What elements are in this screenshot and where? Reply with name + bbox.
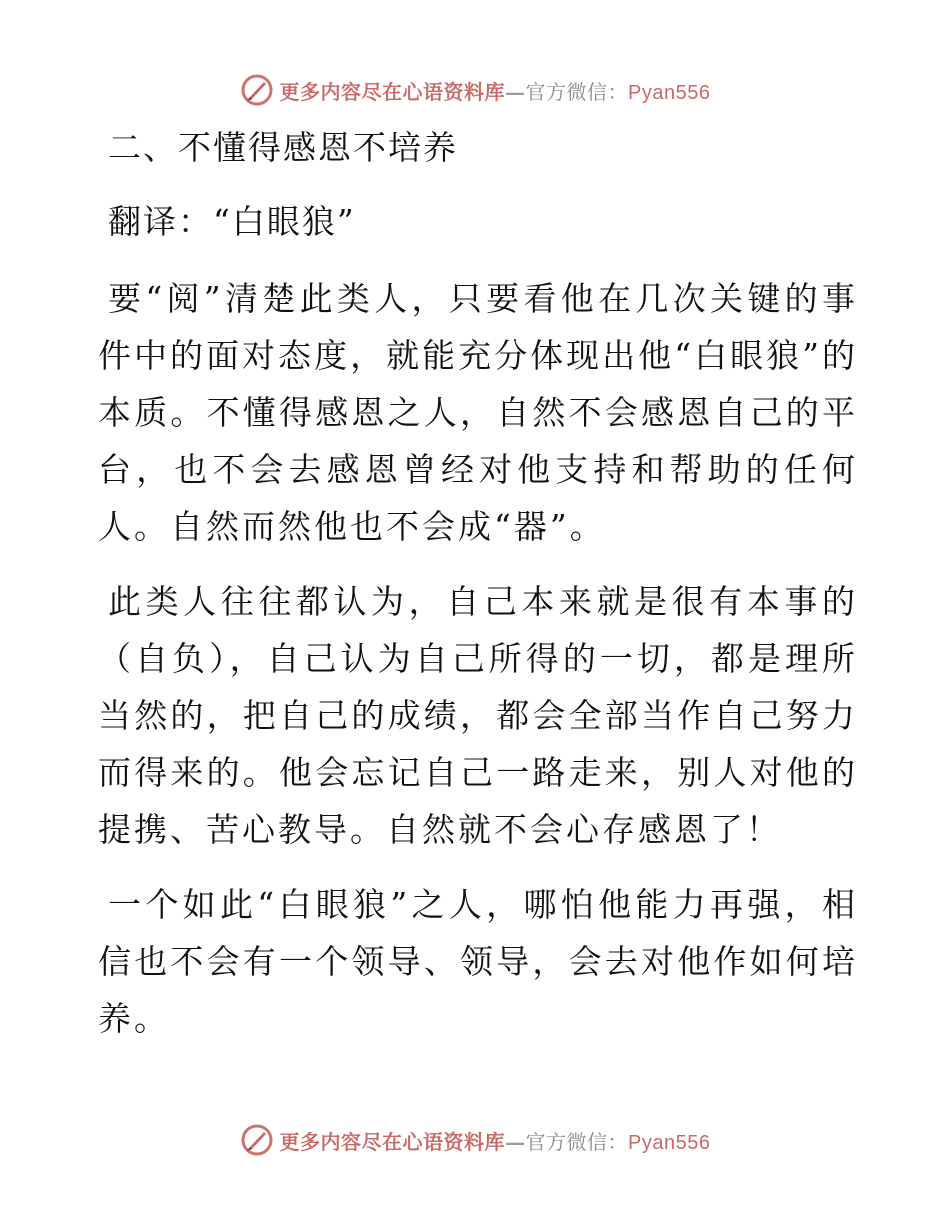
banner-dash: — [505,79,526,104]
paragraph: 此类人往往都认为，自己本来就是很有本事的（自负），自己认为自己所得的一切，都是理所当然的，把自己的成绩，都会全部当作自己努力而得来的。他会忘记自己一路走来，别人对他的提携、苦心教导。自然就不会心存感恩了！ [98,582,858,849]
paragraph: 要“阅”清楚此类人，只要看他在几次关键的事件中的面对态度，就能充分体现出他“白眼狼”的本质。不懂得感恩之人，自然不会感恩自己的平台，也不会去感恩曾经对他支持和帮助的任何人。自然而然他也不会成“器”。 [98,279,858,546]
footer-banner-text [280,1126,711,1155]
feather-pen-logo-icon [240,73,274,107]
banner-handle: Pyan556 [628,1131,711,1154]
feather-pen-logo-icon [240,1123,274,1157]
footer-banner [0,1120,950,1160]
banner-official: 官方微信： [525,79,629,104]
header-banner [0,70,950,110]
banner-official: 官方微信： [525,1129,629,1154]
banner-prefix: 更多内容尽在心语资料库 [279,79,506,104]
banner-handle: Pyan556 [628,81,711,104]
banner-dash: — [505,1129,526,1154]
header-banner-text [280,76,711,105]
banner-prefix: 更多内容尽在心语资料库 [279,1129,506,1154]
section-heading: 二、不懂得感恩不培养 [108,128,458,167]
paragraph: 一个如此“白眼狼”之人，哪怕他能力再强，相信也不会有一个领导、领导，会去对他作如何培养。 [98,885,858,1038]
document-body [98,122,858,1065]
translation-line: 翻译：“白眼狼” [108,202,356,241]
